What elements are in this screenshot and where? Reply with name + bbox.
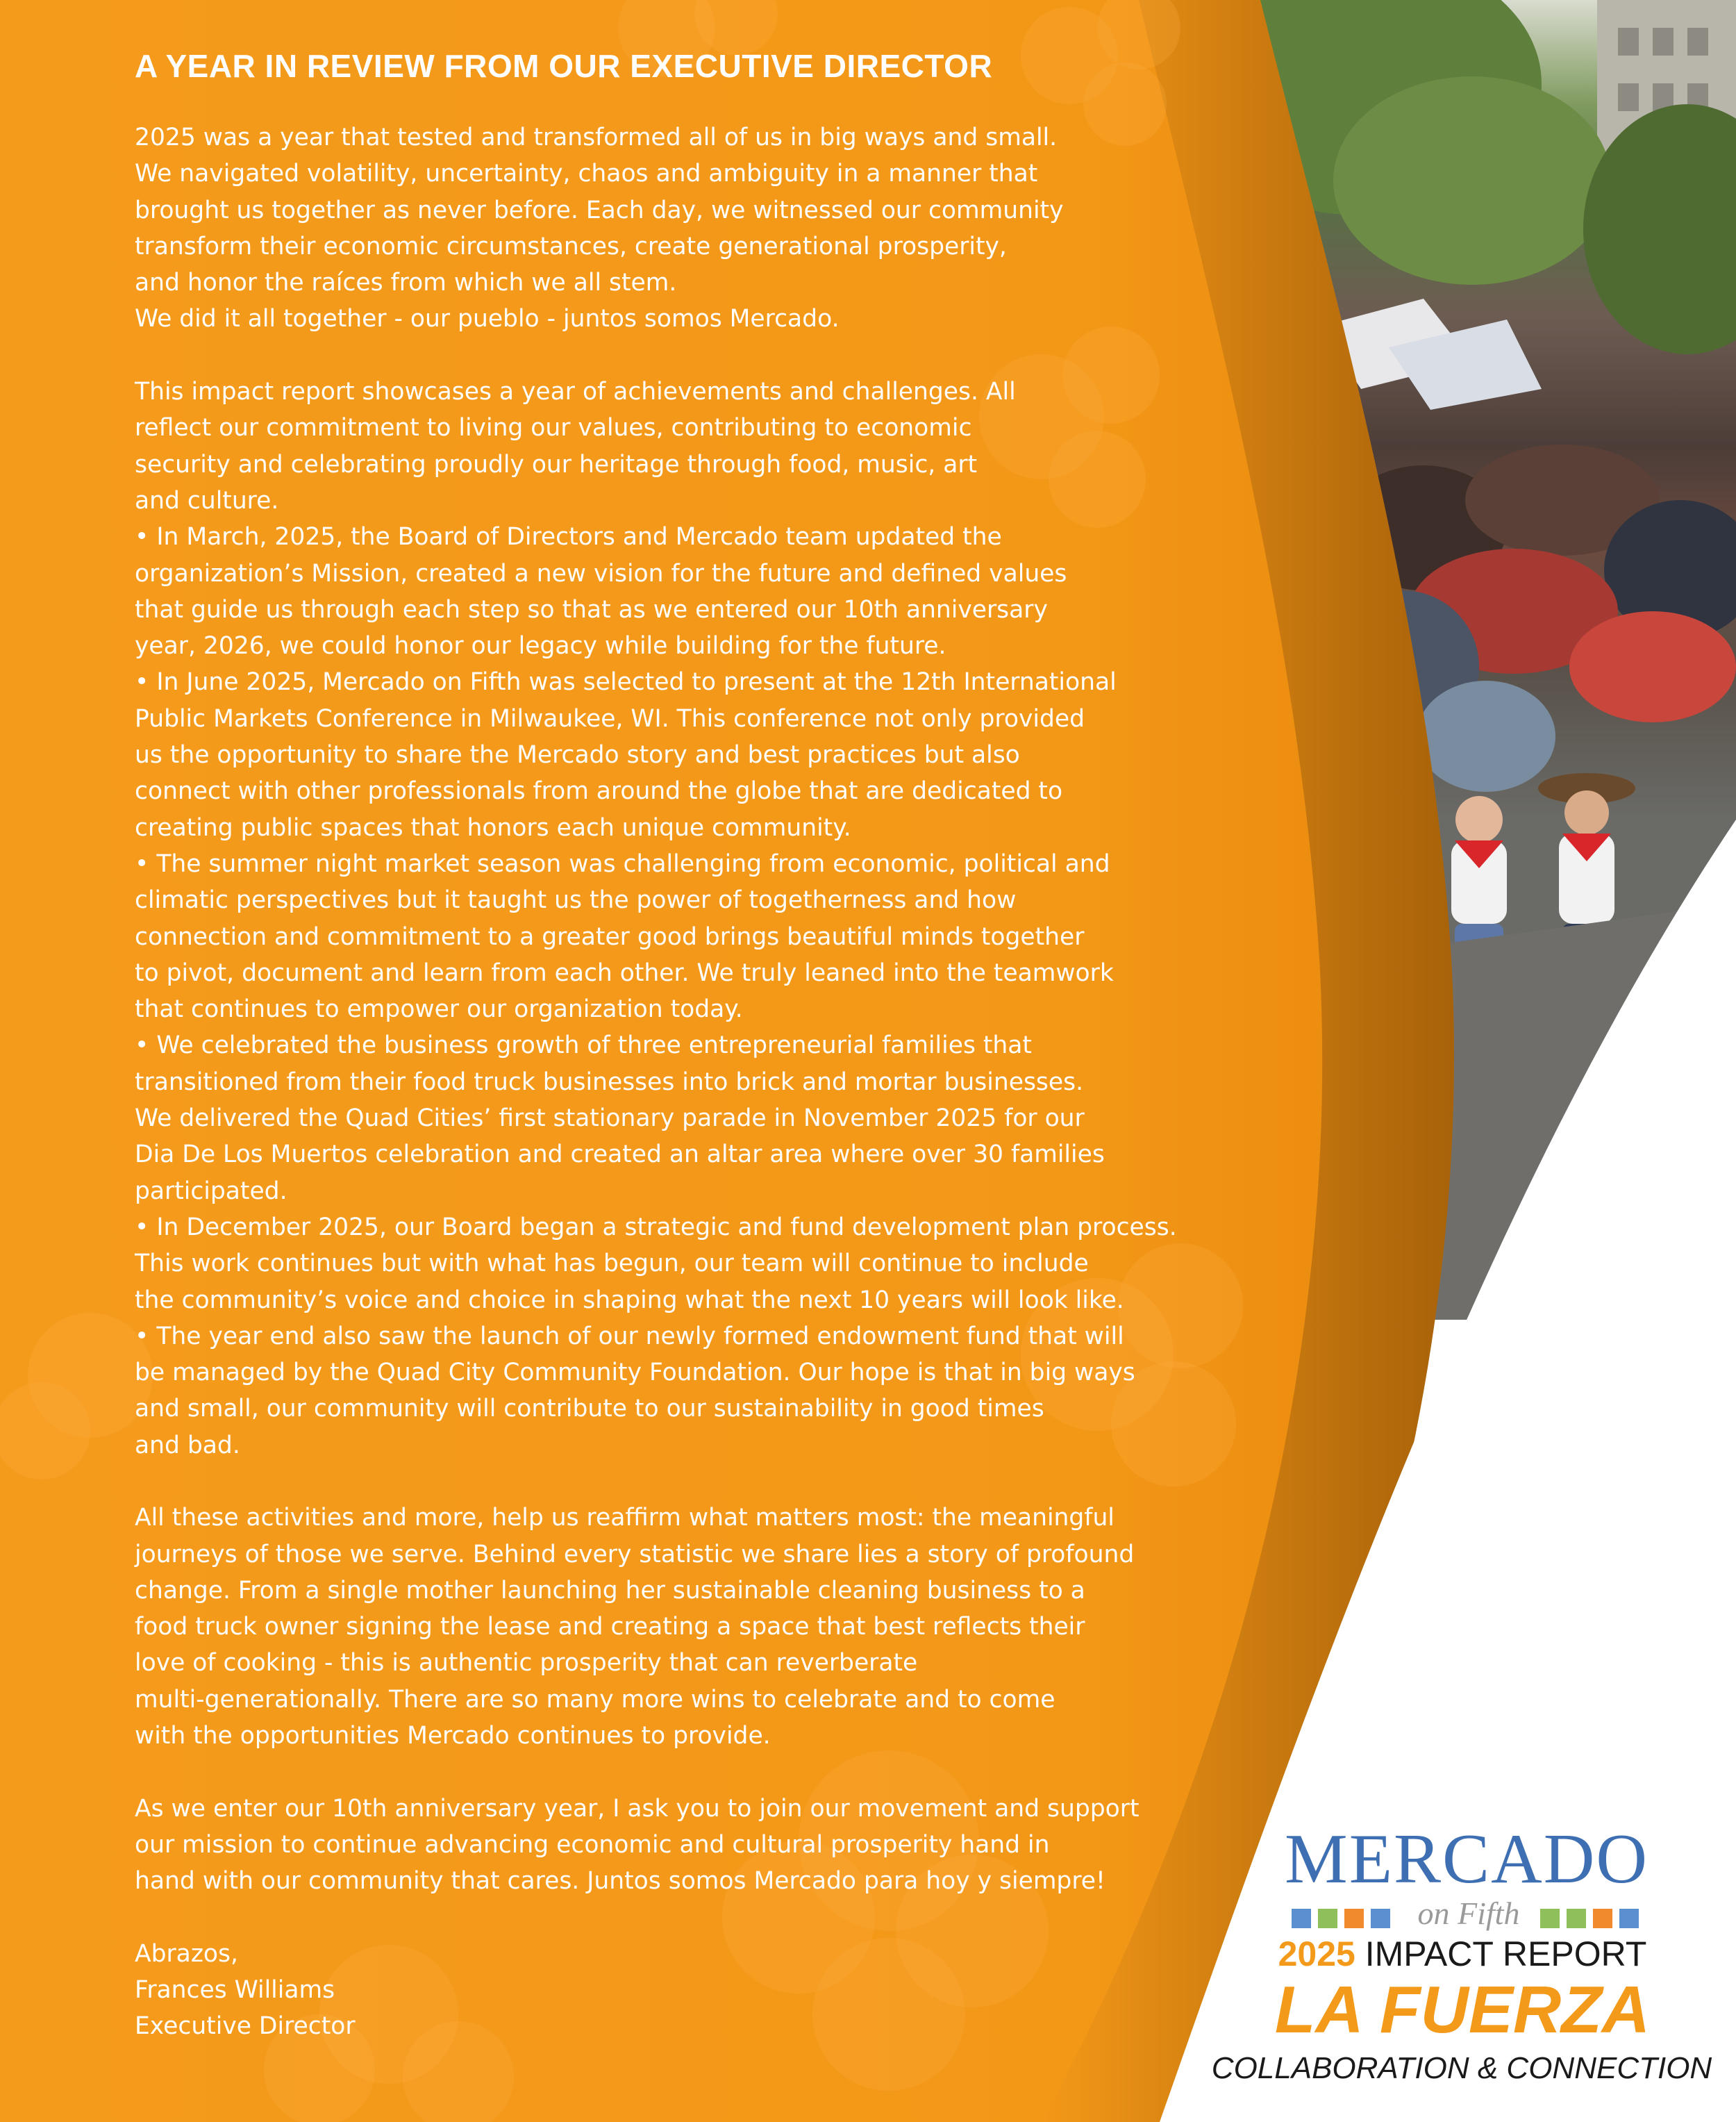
report-heading: [1254, 1934, 1671, 1973]
text-line: love of cooking - this is authentic prosperity that can reverberate: [135, 1649, 918, 1677]
text-line: security and celebrating proudly our heritage through food, music, art: [135, 450, 978, 479]
text-line: • We celebrated the business growth of three entrepreneurial families that: [135, 1031, 1032, 1060]
tile-icon: [1292, 1909, 1311, 1928]
text-line: As we enter our 10th anniversary year, I ask you to join our movement and support: [135, 1794, 1140, 1823]
text-line: brought us together as never before. Each day, we witnessed our community: [135, 196, 1064, 224]
report-theme: LA FUERZA: [1274, 1973, 1651, 2047]
intro-paragraph: [135, 119, 1218, 338]
text-line: change. From a single mother launching her sustainable cleaning business to a: [135, 1576, 1085, 1605]
text-line: transform their economic circumstances, create generational prosperity,: [135, 232, 1007, 260]
page-title: A YEAR IN REVIEW FROM OUR EXECUTIVE DIRECTOR: [135, 48, 993, 84]
paragraph-gap: [135, 1464, 1218, 1500]
signoff-role: Executive Director: [135, 2012, 356, 2041]
logo-brand-name: MERCADO: [1285, 1820, 1649, 1898]
text-line: Public Markets Conference in Milwaukee, WI. This conference not only provided: [135, 704, 1085, 733]
text-line: be managed by the Quad City Community Foundation. Our hope is that in big ways: [135, 1359, 1135, 1387]
mercado-logo: [1187, 1820, 1736, 2112]
text-line: • In June 2025, Mercado on Fifth was selected to present at the 12th International: [135, 668, 1117, 697]
text-line: All these activities and more, help us reaffirm what matters most: the meaningful: [135, 1504, 1115, 1532]
report-label: IMPACT REPORT: [1364, 1934, 1647, 1973]
text-line: • In December 2025, our Board began a strategic and fund development plan process.: [135, 1213, 1177, 1241]
text-line: and culture.: [135, 486, 279, 515]
text-line: multi-generationally. There are so many more wins to celebrate and to come: [135, 1685, 1055, 1714]
text-line: and small, our community will contribute to our sustainability in good times: [135, 1395, 1044, 1423]
text-line: journeys of those we serve. Behind every statistic we share lies a story of profound: [135, 1540, 1135, 1568]
text-line: year, 2026, we could honor our legacy while building for the future.: [135, 632, 946, 661]
text-line: food truck owner signing the lease and creating a space that best reflects their: [135, 1613, 1085, 1641]
text-line: • The year end also saw the launch of our newly formed endowment fund that will: [135, 1322, 1124, 1350]
text-line: We navigated volatility, uncertainty, chaos and ambiguity in a manner that: [135, 160, 1038, 188]
text-line: climatic perspectives but it taught us the power of togetherness and how: [135, 886, 1017, 915]
paragraph-gap: [135, 1900, 1218, 1936]
tile-icon: [1371, 1909, 1390, 1928]
text-line: organization’s Mission, created a new vision for the future and defined values: [135, 559, 1067, 588]
tile-icon: [1344, 1909, 1364, 1928]
text-line: participated.: [135, 1177, 287, 1205]
text-line: • In March, 2025, the Board of Directors and Mercado team updated the: [135, 523, 1002, 552]
paragraph-gap: [135, 1754, 1218, 1790]
tile-icon: [1619, 1909, 1639, 1928]
text-line: • The summer night market season was challenging from economic, political and: [135, 849, 1110, 878]
text-line: connection and commitment to a greater good brings beautiful minds together: [135, 922, 1085, 951]
text-line: 2025 was a year that tested and transformed all of us in big ways and small.: [135, 124, 1058, 151]
signoff-name: Frances Williams: [135, 1976, 335, 2005]
text-line: We did it all together - our pueblo - juntos somos Mercado.: [135, 305, 840, 333]
letter-content: [135, 47, 1218, 2045]
text-line: that guide us through each step so that as we entered our 10th anniversary: [135, 595, 1048, 624]
text-line: reflect our commitment to living our values, contributing to economic: [135, 414, 972, 442]
text-line: that continues to empower our organization today.: [135, 995, 743, 1024]
text-line: connect with other professionals from around the globe that are dedicated to: [135, 777, 1063, 806]
text-line: We delivered the Quad Cities’ first stationary parade in November 2025 for our: [135, 1104, 1085, 1133]
text-line: This impact report showcases a year of achievements and challenges. All: [135, 378, 1016, 406]
text-line: to pivot, document and learn from each other. We truly leaned into the teamwork: [135, 959, 1114, 987]
text-line: Dia De Los Muertos celebration and created an altar area where over 30 families: [135, 1141, 1105, 1169]
paragraph-gap: [135, 338, 1218, 374]
text-line: This work continues but with what has begun, our team will continue to include: [135, 1250, 1089, 1278]
letter-body: [135, 119, 1218, 2045]
closing-paragraph: [135, 1791, 1218, 1900]
tile-icon: [1593, 1909, 1612, 1928]
report-paragraph: [135, 374, 1218, 1464]
text-line: us the opportunity to share the Mercado story and best practices but also: [135, 741, 1020, 770]
tile-icon: [1567, 1909, 1586, 1928]
text-line: and honor the raíces from which we all stem.: [135, 269, 677, 297]
logo-subtitle: on Fifth: [1417, 1896, 1520, 1931]
text-line: and bad.: [135, 1431, 240, 1459]
text-line: our mission to continue advancing economic and cultural prosperity hand in: [135, 1830, 1050, 1859]
text-line: transitioned from their food truck businesses into brick and mortar businesses.: [135, 1068, 1084, 1096]
signature-block: [135, 1936, 1218, 2045]
text-line: the community’s voice and choice in shaping what the next 10 years will look like.: [135, 1286, 1124, 1314]
signoff-greeting: Abrazos,: [135, 1939, 238, 1968]
text-line: creating public spaces that honors each unique community.: [135, 813, 851, 842]
text-line: hand with our community that cares. Juntos somos Mercado para hoy y siempre!: [135, 1867, 1105, 1896]
report-year: 2025: [1278, 1934, 1355, 1973]
report-tagline: COLLABORATION & CONNECTION: [1211, 2051, 1712, 2085]
tile-icon: [1318, 1909, 1337, 1928]
reaffirm-paragraph: [135, 1500, 1218, 1754]
text-line: with the opportunities Mercado continues to provide.: [135, 1722, 771, 1750]
